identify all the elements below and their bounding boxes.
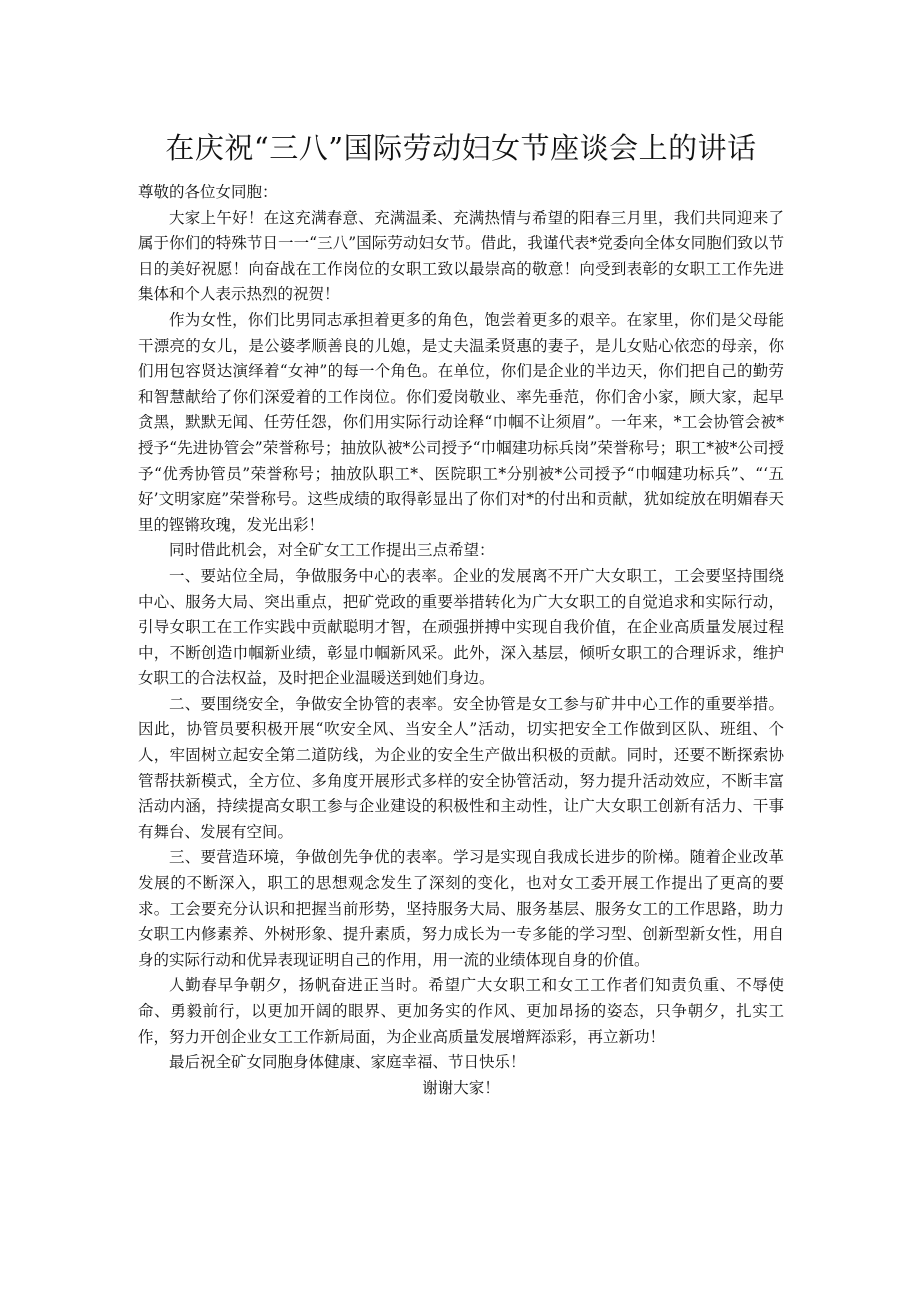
paragraph-hopes-intro: 同时借此机会，对全矿女工工作提出三点希望：: [169, 541, 495, 560]
document-page: [138, 128, 784, 1101]
closing-thanks: 谢谢大家！: [422, 1078, 500, 1097]
paragraph-hope-one: 一、要站位全局，争做服务中心的表率。企业的发展离不开广大女职工，工会要坚持围绕中心、服务大局、突出重点，把矿党政的重要举措转化为广大女职工的自觉追求和实际行动，引导女职工在工作实践中贡献聪明才智，在顽强拼搏中实现自我价值，在企业高质量发展过程中，不断创造巾帼新业绩，彰显巾帼新风采。此外，深入基层，倾听女职工的合理诉求，维护女职工的合法权益，及时把企业温暖送到她们身边。: [138, 566, 784, 688]
document-title: 在庆祝“三八”国际劳动妇女节座谈会上的讲话: [165, 131, 757, 165]
salutation: 尊敬的各位女同胞：: [138, 183, 278, 201]
paragraph-hope-three: 三、要营造环境，争做创先争优的表率。学习是实现自我成长进步的阶梯。随着企业改革发展的不断深入，职工的思想观念发生了深刻的变化，也对女工委开展工作提出了更高的要求。工会要充分认识和把握当前形势，坚持服务大局、服务基层、服务女工的工作思路，助力女职工内修素养、外树形象、提升素质，努力成长为一专多能的学习型、创新型新女性，用自身的实际行动和优异表现证明自己的作用，用一流的业绩体现自身的价值。: [138, 848, 784, 969]
paragraph-hope-two: 二、要围绕安全，争做安全协管的表率。安全协管是女工参与矿井中心工作的重要举措。因此，协管员要积极开展“吹安全风、当安全人”活动，切实把安全工作做到区队、班组、个人，牢固树立起安全第二道防线，为企业的安全生产做出积极的贡献。同时，还要不断探索协管帮扶新模式，全方位、多角度开展形式多样的安全协管活动，努力提升活动效应，不断丰富活动内涵，持续提高女职工参与企业建设的积极性和主动性，让广大女职工创新有活力、干事有舞台、发展有空间。: [138, 694, 784, 841]
paragraph-greeting: 大家上午好！在这充满春意、充满温柔、充满热情与希望的阳春三月里，我们共同迎来了属于你们的特殊节日一一“三八”国际劳动妇女节。借此，我谨代表*党委向全体女同胞们致以节日的美好祝愿！向奋战在工作岗位的女职工致以最崇高的敬意！向受到表彰的女职工工作先进集体和个人表示热烈的祝贺！: [138, 208, 784, 304]
paragraph-roles: 作为女性，你们比男同志承担着更多的角色，饱尝着更多的艰辛。在家里，你们是父母能干漂亮的女儿，是公婆孝顺善良的儿媳，是丈夫温柔贤惠的妻子，是儿女贴心依恋的母亲，你们用包容贤达演绎着“女神”的每一个角色。在单位，你们是企业的半边天，你们把自己的勤劳和智慧献给了你们深爱着的工作岗位。你们爱岗敬业、率先垂范，你们舍小家，顾大家，起早贪黑，默默无闻、任劳任怨，你们用实际行动诠释“巾帼不让须眉”。一年来，*工会协管会被*授予“先进协管会”荣誉称号；抽放队被*公司授予“巾帼建功标兵岗”荣誉称号；职工*被*公司授予“优秀协管员”荣誉称号；抽放队职工*、医院职工*分别被*公司授予“巾帼建功标兵”、“‘五好’文明家庭”荣誉称号。这些成绩的取得彰显出了你们对*的付出和贡献，犹如绽放在明媚春天里的铿锵玫瑰，发光出彩！: [138, 310, 784, 534]
paragraph-wishes: 最后祝全矿女同胞身体健康、家庭幸福、节日快乐！: [169, 1053, 526, 1072]
paragraph-closing-call: 人勤春早争朝夕，扬帆奋进正当时。希望广大女职工和女工工作者们知责负重、不辱使命、勇毅前行，以更加开阔的眼界、更加务实的作风、更加昂扬的姿态，只争朝夕，扎实工作，努力开创企业女工工作新局面，为企业高质量发展增辉添彩，再立新功！: [138, 976, 784, 1046]
